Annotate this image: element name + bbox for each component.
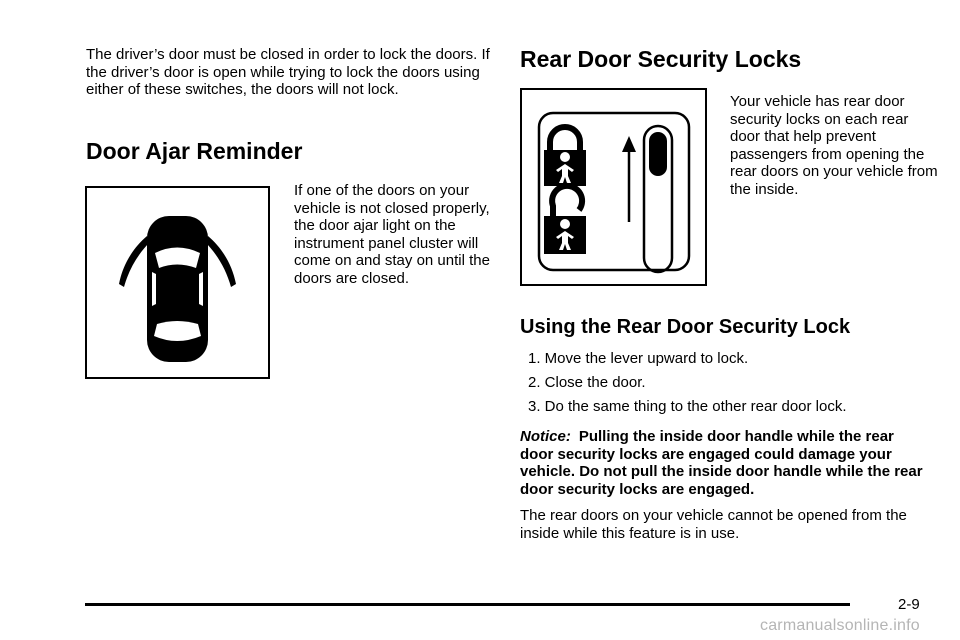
door-ajar-illustration [85,186,270,379]
door-ajar-heading: Door Ajar Reminder [86,138,303,164]
page-number: 2-9 [898,596,920,613]
step-item: 2. Close the door. [528,374,646,392]
steps-list [528,350,847,422]
car-doors-open-icon [87,188,268,377]
final-paragraph: The rear doors on your vehicle cannot be opened from the inside while this feature is in use. [520,507,907,542]
step-item: 3. Do the same thing to the other rear door lock. [528,398,847,416]
step-item: 1. Move the lever upward to lock. [528,350,749,367]
notice-paragraph [520,428,930,498]
footer-rule [85,603,850,606]
notice-text: Pulling the inside door handle while the rear door security locks are engaged could damage your vehicle. Do not pull the inside door handle while the rear door security locks are engaged. [520,428,923,498]
door-ajar-paragraph: If one of the doors on your vehicle is not closed properly, the door ajar light on the instrument panel cluster will come on and stay on until the doors are closed. [294,182,490,287]
child-lock-icon [522,90,705,284]
notice-label: Notice: [520,428,571,445]
using-lock-heading: Using the Rear Door Security Lock [520,316,851,338]
rear-security-paragraph: Your vehicle has rear door security locks on each rear door that help prevent passengers from opening the rear doors on your vehicle from the inside. [730,93,938,198]
rear-security-heading: Rear Door Security Locks [520,46,802,72]
watermark: carmanualsonline.info [760,617,920,634]
rear-lock-illustration [520,88,707,286]
intro-paragraph: The driver’s door must be closed in order to lock the doors. If the driver’s door is open while trying to lock the doors using either of these switches, the doors will not lock. [86,46,490,99]
